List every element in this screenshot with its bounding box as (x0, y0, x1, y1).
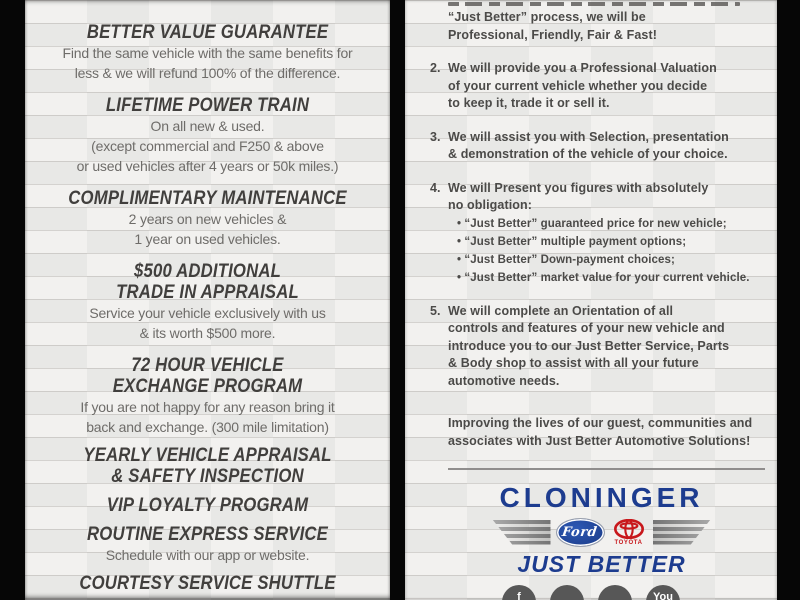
numbered-items (430, 9, 773, 390)
item-lines (448, 180, 750, 287)
item-line: We will assist you with Selection, presentation (448, 129, 729, 144)
section-body-line: or used vehicles after 4 years or 50k miles.) (76, 158, 339, 174)
numbered-item (430, 180, 773, 287)
benefit-section (25, 355, 390, 437)
left-panel-sections (25, 0, 390, 594)
section-body-line: Schedule with our app or website. (105, 547, 310, 563)
youtube-glyph: You (653, 591, 673, 600)
item-bullet-line: • “Just Better” multiple payment options; (448, 233, 750, 251)
facebook-glyph: f (517, 591, 521, 600)
section-body-line: On all new & used. (150, 118, 265, 134)
item-number: 5. (430, 303, 441, 318)
item-line: “Just Better” process, we will be (448, 10, 646, 24)
item-line: We will provide you a Professional Valuation (448, 61, 717, 75)
section-body-line: Find the same vehicle with the same benefits for (62, 45, 353, 61)
just-better-tagline: JUST BETTER (517, 551, 686, 577)
section-body-line: Service your vehicle exclusively with us (89, 305, 326, 321)
section-heading-line: BETTER VALUE GUARANTEE (86, 22, 329, 43)
section-body-line: If you are not happy for any reason bring it (80, 399, 335, 415)
benefit-section (25, 495, 390, 516)
closing-indent (430, 415, 448, 450)
divider-line (448, 468, 765, 470)
benefit-section (25, 573, 390, 594)
clipped-text-line (448, 2, 740, 6)
twitter-icon (550, 585, 584, 600)
benefit-section (25, 22, 390, 83)
toyota-logo-icon (610, 519, 648, 546)
section-heading-line: 72 HOUR VEHICLE (131, 355, 284, 376)
item-lines (448, 303, 729, 391)
closing-line: Improving the lives of our guest, communities and (448, 416, 753, 430)
youtube-icon (646, 585, 680, 600)
item-lines (448, 129, 729, 164)
closing-line: associates with Just Better Automotive Solutions! (448, 433, 751, 448)
section-body-line: 1 year on used vehicles. (134, 231, 281, 247)
numbered-item (430, 303, 773, 391)
section-body-line: & its worth $500 more. (139, 325, 276, 341)
benefit-section (25, 261, 390, 343)
item-line: Professional, Friendly, Fair & Fast! (448, 27, 657, 42)
item-line: controls and features of your new vehicle and (448, 321, 725, 335)
section-heading-line: VIP LOYALTY PROGRAM (106, 495, 309, 516)
item-bullet-line: • “Just Better” guaranteed price for new vehicle; (448, 215, 750, 233)
item-line: & Body shop to assist with all your future (448, 356, 699, 370)
section-body-line: (except commercial and F250 & above (91, 138, 324, 154)
ford-logo-icon (556, 518, 605, 547)
toyota-wordmark: TOYOTA (614, 539, 643, 546)
item-line: no obligation: (448, 198, 533, 212)
benefit-section (25, 188, 390, 249)
instagram-icon (598, 585, 632, 600)
closing-lines (448, 415, 752, 450)
numbered-item (430, 9, 773, 44)
closing-paragraph (430, 415, 773, 450)
item-number: 3. (430, 129, 441, 144)
right-brochure-panel (405, 0, 777, 600)
item-line: We will complete an Orientation of all (448, 303, 674, 318)
dealer-logo (430, 483, 773, 576)
item-number: 4. (430, 180, 441, 195)
left-wing-stripes (493, 520, 551, 545)
item-line: to keep it, trade it or sell it. (448, 96, 610, 110)
item-lines (448, 9, 657, 44)
item-line: introduce you to our Just Better Service, Parts (448, 338, 730, 353)
right-wing-stripes (653, 520, 711, 545)
benefit-section (25, 445, 390, 487)
logo-wing-band (430, 517, 773, 547)
right-panel-content (405, 0, 777, 576)
social-icons-row (502, 585, 680, 600)
numbered-item (430, 129, 773, 164)
item-line: We will Present you figures with absolutely (448, 180, 709, 195)
section-heading-line: TRADE IN APPRAISAL (116, 282, 299, 303)
item-number: 2. (430, 61, 441, 75)
item-line: automotive needs. (448, 373, 560, 388)
section-body-line: 2 years on new vehicles & (128, 211, 287, 227)
item-lines (448, 60, 717, 113)
numbered-item (430, 60, 773, 113)
dealer-name: CLONINGER (499, 482, 704, 513)
benefit-section (25, 95, 390, 176)
section-heading-line: ROUTINE EXPRESS SERVICE (87, 524, 328, 545)
section-heading-line: $500 ADDITIONAL (134, 261, 281, 282)
facebook-icon (502, 585, 536, 600)
item-line: & demonstration of the vehicle of your choice. (448, 147, 728, 161)
section-body-line: back and exchange. (300 mile limitation) (86, 419, 329, 435)
benefit-section (25, 524, 390, 565)
section-heading-line: COURTESY SERVICE SHUTTLE (79, 573, 336, 594)
section-heading-line: YEARLY VEHICLE APPRAISAL (83, 445, 332, 466)
section-heading-line: & SAFETY INSPECTION (111, 466, 304, 487)
ford-script-text: Ford (561, 524, 599, 540)
section-heading-line: EXCHANGE PROGRAM (112, 376, 303, 397)
left-brochure-panel (25, 0, 390, 600)
item-bullet-line: • “Just Better” market value for your current vehicle. (448, 269, 750, 287)
toyota-emblem-icon (614, 519, 644, 539)
section-heading-line: LIFETIME POWER TRAIN (105, 95, 310, 116)
section-body-line: less & we will refund 100% of the difference. (74, 65, 341, 81)
item-line: of your current vehicle whether you decide (448, 78, 708, 93)
item-bullet-line: • “Just Better” Down-payment choices; (448, 251, 750, 269)
section-heading-line: COMPLIMENTARY MAINTENANCE (68, 188, 347, 209)
item-number (430, 9, 448, 44)
